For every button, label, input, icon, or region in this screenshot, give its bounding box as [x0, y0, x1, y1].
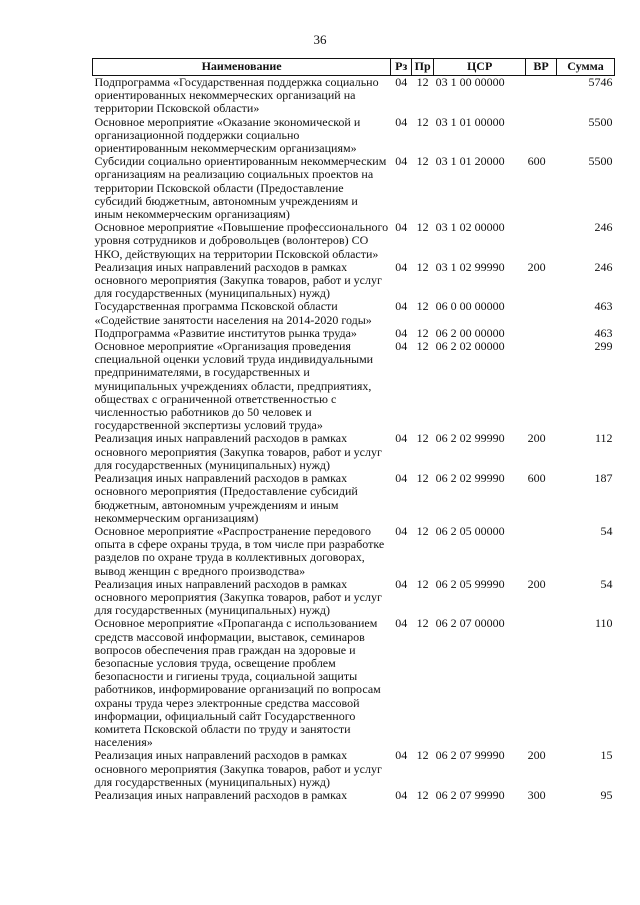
cell-vr: 300: [527, 787, 546, 802]
cell-vr: 200: [527, 576, 546, 591]
cell-rz: 04: [395, 787, 408, 802]
cell-name: Основное мероприятие «Оказание экономической и организационной поддержки социально ориентированным некоммерческим организациям»: [94, 114, 361, 156]
header-vr: ВР: [526, 59, 557, 76]
table-row: [93, 472, 615, 525]
cell-pr: 12: [416, 339, 429, 354]
cell-csr: 03 1 01 20000: [435, 154, 505, 169]
cell-vr: 600: [527, 154, 546, 169]
cell-pr: 12: [416, 523, 429, 538]
cell-csr: 03 1 02 99990: [435, 259, 505, 274]
table-row: [93, 578, 615, 618]
table-row: [93, 76, 615, 116]
table-row: [93, 789, 615, 802]
cell-csr: 06 2 00 00000: [435, 325, 505, 340]
cell-csr: 03 1 02 00000: [435, 220, 505, 235]
header-rz: Рз: [391, 59, 412, 76]
cell-sum: 187: [594, 471, 613, 486]
cell-csr: 06 2 05 99990: [435, 576, 505, 591]
cell-csr: 06 2 02 99990: [435, 471, 505, 486]
cell-rz: 04: [395, 299, 408, 314]
cell-rz: 04: [395, 114, 408, 129]
cell-sum: 54: [600, 523, 613, 538]
table-row: [93, 221, 615, 261]
cell-name: Субсидии социально ориентированным некоммерческим организациям на реализацию социальных проектов на территории Псковской области (Предоставление субсидий бюджетным, автономным учреждениям и иным некоммерческим организациям): [94, 154, 387, 222]
cell-sum: 112: [594, 431, 613, 446]
cell-csr: 06 2 02 00000: [435, 339, 505, 354]
table-row: [93, 261, 615, 301]
cell-rz: 04: [395, 75, 408, 89]
cell-vr: [526, 327, 557, 340]
cell-vr: [526, 525, 557, 578]
cell-rz: 04: [395, 339, 408, 354]
cell-pr: 12: [416, 748, 429, 763]
cell-vr: 600: [527, 471, 546, 486]
cell-sum: 246: [594, 220, 613, 235]
cell-rz: 04: [395, 471, 408, 486]
cell-sum: 5500: [588, 114, 613, 129]
cell-name: Основное мероприятие «Повышение профессионального уровня сотрудников и добровольцев (волонтеров) СО НКО, действующих на территории Псковской области»: [94, 220, 389, 261]
cell-sum: 463: [594, 325, 613, 340]
table-row: [93, 749, 615, 789]
cell-vr: 200: [527, 748, 546, 763]
table-row: [93, 300, 615, 326]
cell-rz: 04: [395, 523, 408, 538]
cell-name: Подпрограмма «Государственная поддержка социально ориентированных некоммерческих организаций на территории Псковской области»: [94, 75, 379, 116]
table-row: [93, 340, 615, 432]
cell-name: Реализация иных направлений расходов в рамках основного мероприятия (Закупка товаров, работ и услуг для государственных (муниципальных) нужд): [94, 431, 382, 472]
cell-csr: 06 2 07 99990: [435, 787, 505, 802]
cell-sum: 15: [600, 748, 613, 763]
cell-pr: 12: [416, 576, 429, 591]
cell-name: Реализация иных направлений расходов в рамках основного мероприятия (Закупка товаров, работ и услуг для государственных (муниципальных) нужд): [94, 748, 382, 789]
cell-vr: [526, 76, 557, 116]
cell-csr: 06 2 02 99990: [435, 431, 505, 446]
cell-vr: [526, 617, 557, 749]
cell-csr: 03 1 00 00000: [435, 75, 505, 89]
cell-sum: 95: [600, 787, 613, 802]
cell-pr: 12: [416, 75, 429, 89]
table-row: [93, 525, 615, 578]
cell-sum: 5746: [588, 75, 613, 89]
cell-name: Реализация иных направлений расходов в рамках основного мероприятия (Закупка товаров, работ и услуг для государственных (муниципальных) нужд): [94, 259, 382, 301]
header-pr: Пр: [412, 59, 434, 76]
cell-rz: 04: [395, 220, 408, 235]
cell-rz: 04: [395, 431, 408, 446]
cell-name: Государственная программа Псковской области «Содействие занятости населения на 2014-2020 годы»: [94, 299, 372, 327]
budget-table: [92, 58, 615, 802]
cell-pr: 12: [416, 154, 429, 169]
table-row: [93, 116, 615, 156]
cell-vr: [526, 221, 557, 261]
cell-vr: [526, 340, 557, 432]
cell-csr: 06 0 00 00000: [435, 299, 505, 314]
cell-rz: 04: [395, 576, 408, 591]
cell-pr: 12: [416, 325, 429, 340]
page-number: 36: [313, 32, 327, 47]
cell-csr: 06 2 07 99990: [435, 748, 505, 763]
cell-rz: 04: [395, 154, 408, 169]
header-sum: Сумма: [557, 59, 615, 76]
cell-csr: 03 1 01 00000: [435, 114, 505, 129]
table-row: [93, 155, 615, 221]
cell-name: Основное мероприятие «Распространение передового опыта в сфере охраны труда, в том числе при разработке разделов по охране труда в коллективных договорах, вывод женщин с вредного производства»: [94, 523, 385, 578]
cell-sum: 5500: [588, 154, 613, 169]
cell-pr: 12: [416, 616, 429, 631]
cell-sum: 110: [594, 616, 613, 631]
cell-sum: 246: [594, 259, 613, 274]
cell-csr: 06 2 07 00000: [435, 616, 505, 631]
cell-pr: 12: [416, 471, 429, 486]
cell-vr: [526, 300, 557, 326]
table-row: [93, 432, 615, 472]
cell-rz: 04: [395, 748, 408, 763]
header-csr: ЦСР: [434, 59, 526, 76]
cell-pr: 12: [416, 114, 429, 129]
cell-name: Реализация иных направлений расходов в рамках: [94, 787, 348, 802]
cell-csr: 06 2 05 00000: [435, 523, 505, 538]
cell-name: Реализация иных направлений расходов в рамках основного мероприятия (Предоставление субсидий бюджетным, автономным учреждениям и иным некоммерческим организациям): [94, 471, 358, 525]
cell-rz: 04: [395, 616, 408, 631]
cell-pr: 12: [416, 787, 429, 802]
cell-name: Реализация иных направлений расходов в рамках основного мероприятия (Закупка товаров, работ и услуг для государственных (муниципальных) нужд): [94, 576, 382, 618]
table-row: [93, 617, 615, 749]
cell-pr: 12: [416, 259, 429, 274]
cell-name: Основное мероприятие «Организация проведения специальной оценки условий труда индивидуальными предпринимателями, в государственных и муниципальных учреждениях области, предприятиях, обществах с ограниченной ответственностью с численностью работников до 50 человек и государственной экспертизы условий труда»: [94, 339, 374, 433]
cell-vr: 200: [527, 259, 546, 274]
cell-sum: 463: [594, 299, 613, 314]
cell-pr: 12: [416, 299, 429, 314]
header-name: Наименование: [93, 59, 391, 76]
cell-sum: 299: [594, 339, 613, 354]
table-header-row: [93, 59, 615, 76]
cell-name: Подпрограмма «Развитие институтов рынка труда»: [94, 325, 357, 340]
cell-name: Основное мероприятие «Пропаганда с использованием средств массовой информации, выставок, семинаров вопросов обеспечения прав граждан на здоровые и безопасные условия труда, освещение проблем безопасности и гигиены труда, социальной защиты работников, информирование организаций по вопросам охраны труда через электронные средства массовой информации, официальный сайт Государственного комитета Псковской области по труду и занятости населения»: [94, 616, 381, 750]
cell-vr: 200: [527, 431, 546, 446]
cell-sum: 54: [600, 576, 613, 591]
cell-vr: [526, 116, 557, 156]
cell-rz: 04: [395, 259, 408, 274]
cell-rz: 04: [395, 325, 408, 340]
cell-pr: 12: [416, 431, 429, 446]
cell-pr: 12: [416, 220, 429, 235]
